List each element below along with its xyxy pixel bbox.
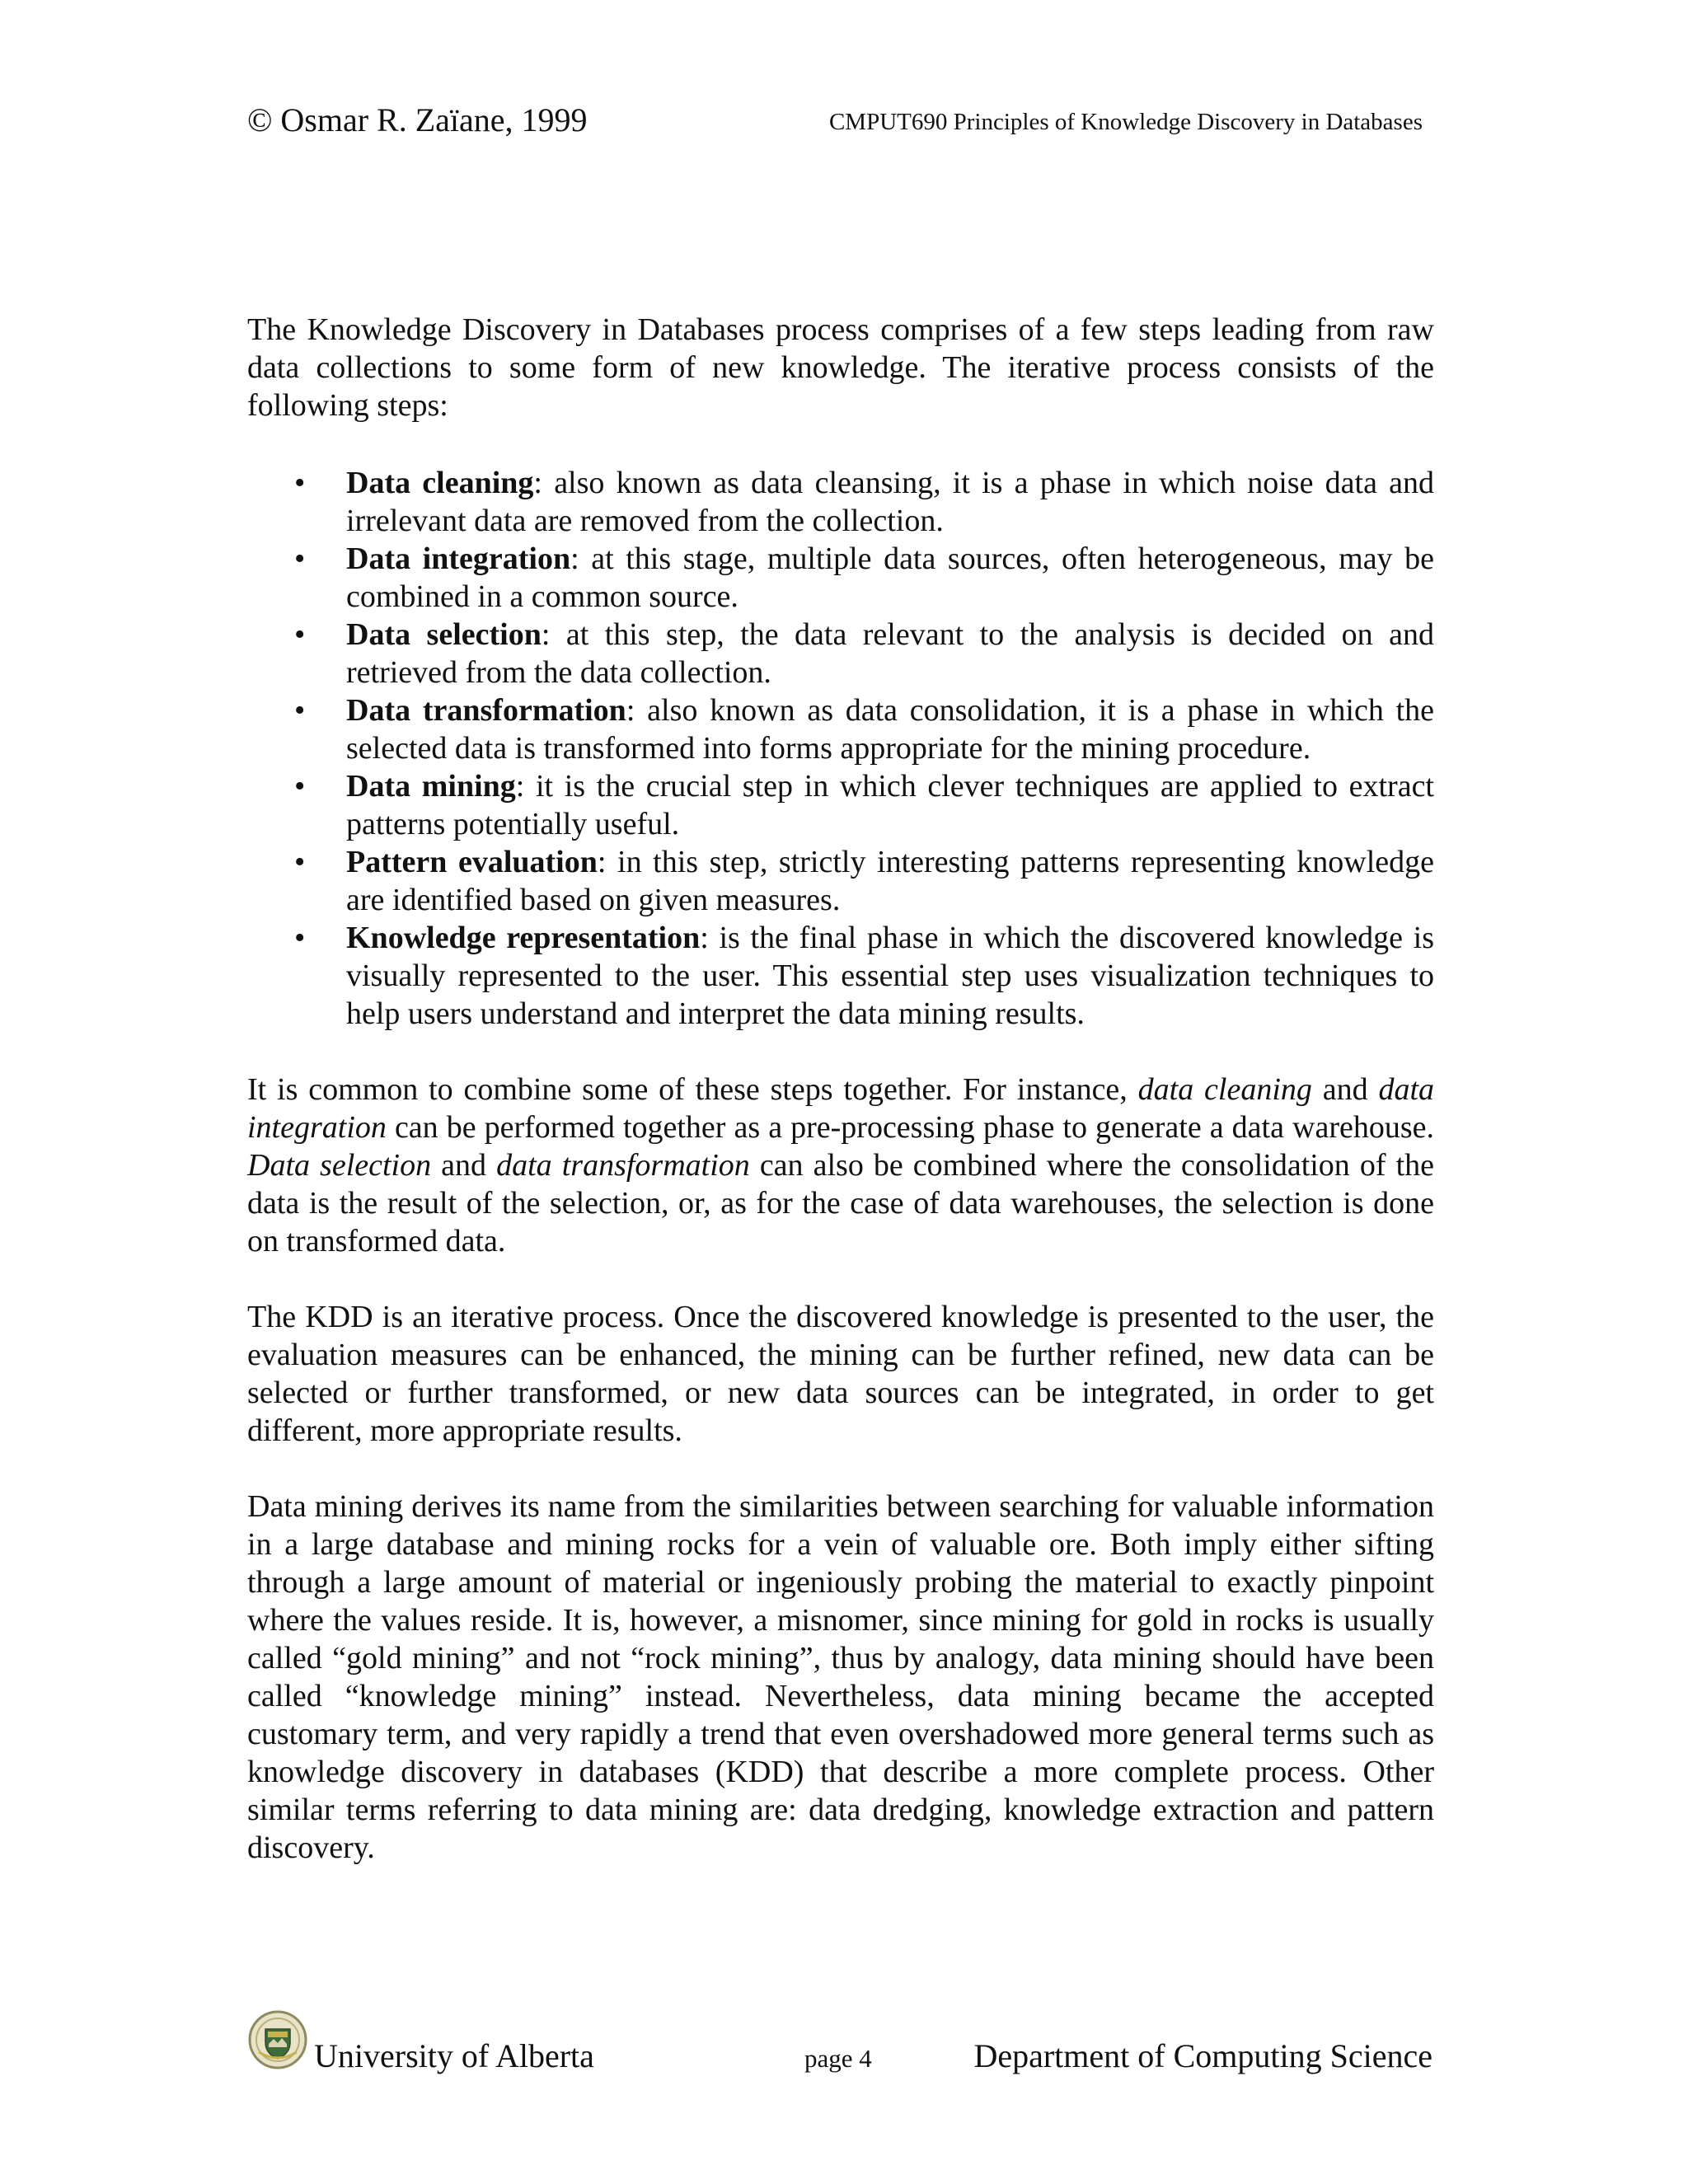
step-separator: : — [597, 845, 618, 879]
header-course-title: CMPUT690 Principles of Knowledge Discovery in Databases — [828, 109, 1423, 135]
kdd-steps-list — [247, 464, 1434, 1033]
iterative-process-paragraph: The KDD is an iterative process. Once the discovered knowledge is presented to the user, the evaluation measures can be enhanced, the mining can be further refined, new data can be selected or further transformed, or new data sources can be integrated, in order to get different, more appropriate results. — [247, 1300, 1434, 1448]
document-body — [247, 311, 1434, 1867]
step-separator: : — [570, 541, 592, 576]
step-description: also known as data consolidation, it is a phase in which the selected data is transformed into forms appropriate for the mining procedure. — [346, 693, 1435, 766]
step-description: also known as data cleansing, it is a phase in which noise data and irrelevant data are removed from the collection. — [346, 466, 1435, 538]
step-description: at this step, the data relevant to the analysis is decided on and retrieved from the data collection. — [346, 617, 1434, 690]
emphasis-text: data transformation — [496, 1148, 750, 1183]
header-copyright: © Osmar R. Zaïane, 1999 — [247, 101, 588, 138]
emphasis-text: data cleaning — [1137, 1072, 1312, 1107]
step-description: it is the crucial step in which clever techniques are applied to extract patterns potentially useful. — [346, 769, 1434, 841]
paragraph-text: can also be combined where the consolidation of the data is the result of the selection, or, as for the case of data warehouses, the selection is done on transformed data. — [247, 1148, 1434, 1258]
list-item-data-cleaning — [346, 464, 1434, 540]
data-mining-name-paragraph: Data mining derives its name from the similarities between searching for valuable information in a large database and mining rocks for a vein of valuable ore. Both imply either sifting through a large amount of material or ingeniously probing the material to exactly pinpoint where the values reside. It is, however, a misnomer, since mining for gold in rocks is usually called “gold mining” and not “rock mining”, thus by analogy, data mining should have been called “knowledge mining” instead. Nevertheless, data mining became the accepted customary term, and very rapidly a trend that even overshadowed more general terms such as knowledge discovery in databases (KDD) that describe a more complete process. Other similar terms referring to data mining are: data dredging, knowledge extraction and pattern discovery. — [247, 1489, 1434, 1865]
paragraph-text: can be performed together as a pre-processing phase to generate a data warehouse. — [386, 1110, 1434, 1145]
step-term: Data transformation — [346, 693, 626, 728]
step-separator: : — [515, 769, 536, 804]
step-term: Data mining — [346, 769, 516, 804]
emphasis-text: data integration — [247, 1072, 1434, 1145]
list-item-knowledge-representation — [346, 919, 1434, 1033]
university-crest-icon — [247, 2009, 308, 2070]
step-term: Knowledge representation — [346, 921, 701, 955]
intro-paragraph: The Knowledge Discovery in Databases process comprises of a few steps leading from raw data collections to some form of new knowledge. The iterative process consists of the following steps: — [247, 312, 1434, 423]
list-item-data-transformation — [346, 691, 1434, 767]
step-description: is the final phase in which the discovered knowledge is visually represented to the user. This essential step uses visualization techniques to help users understand and interpret the data mining results. — [346, 921, 1434, 1031]
step-separator: : — [626, 693, 648, 728]
step-term: Pattern evaluation — [346, 845, 598, 879]
list-item-pattern-evaluation — [346, 843, 1434, 919]
list-item-data-mining — [346, 767, 1434, 843]
list-item-data-integration — [346, 540, 1434, 616]
footer-page-number: page 4 — [804, 2044, 872, 2073]
list-item-data-selection — [346, 616, 1434, 691]
step-term: Data integration — [346, 541, 571, 576]
footer-university: University of Alberta — [314, 2037, 594, 2074]
step-term: Data cleaning — [346, 466, 534, 500]
step-separator: : — [700, 921, 720, 955]
step-separator: : — [533, 466, 555, 500]
footer-department: Department of Computing Science — [973, 2037, 1432, 2074]
step-description: in this step, strictly interesting patterns representing knowledge are identified based on given measures. — [346, 845, 1435, 917]
paragraph-text: and — [431, 1148, 497, 1183]
paragraph-text: and — [1311, 1072, 1379, 1107]
paragraph-text: It is common to combine some of these steps together. For instance, — [247, 1072, 1138, 1107]
step-description: at this stage, multiple data sources, often heterogeneous, may be combined in a common source. — [346, 541, 1434, 614]
step-term: Data selection — [346, 617, 542, 652]
emphasis-text: Data selection — [247, 1148, 432, 1183]
combine-steps-paragraph — [247, 1071, 1434, 1260]
step-separator: : — [541, 617, 566, 652]
